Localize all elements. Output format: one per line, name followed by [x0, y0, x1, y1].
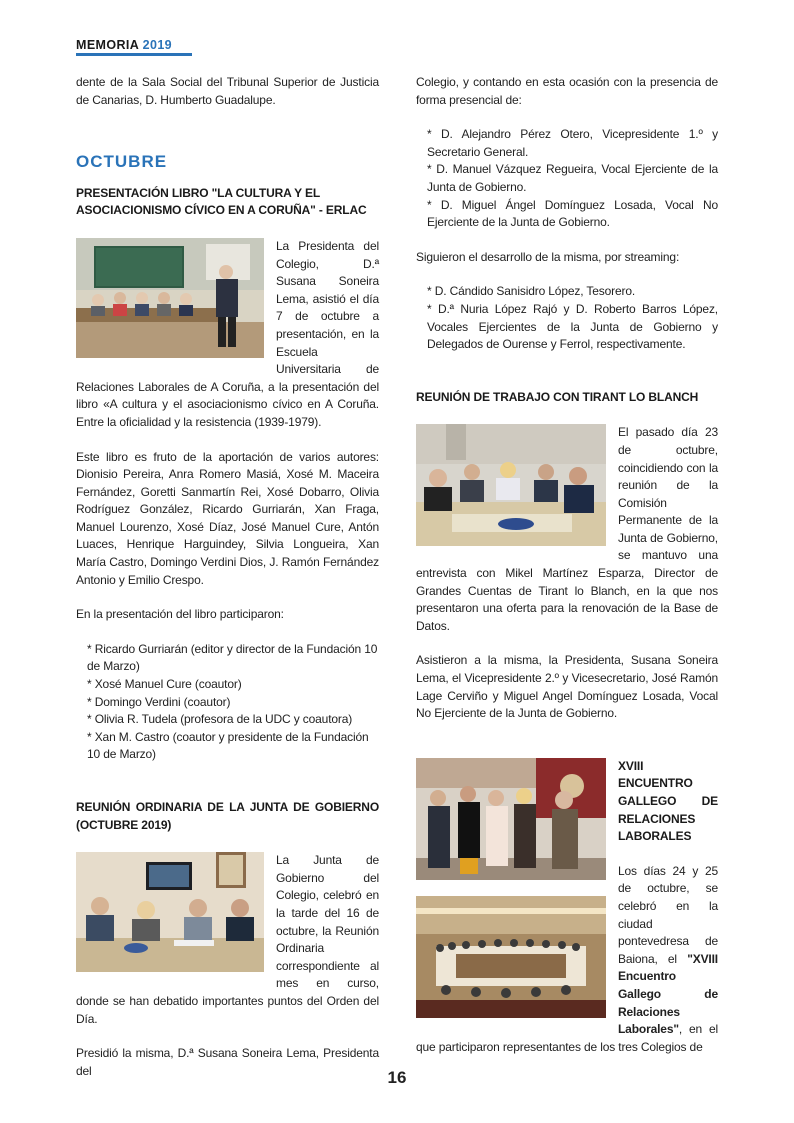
header-rule — [76, 53, 192, 56]
encuentro-photos — [416, 758, 606, 1018]
page-number: 16 — [387, 1068, 407, 1087]
left-intro-paragraph: dente de la Sala Social del Tribunal Superior de Justicia de Canarias, D. Humberto Guadalupe. — [76, 75, 379, 107]
encuentro-text-a: Los días 24 y 25 de octubre, se celebró en la ciudad pontevedresa de Baiona, el — [618, 863, 718, 966]
month-heading: OCTUBRE — [76, 152, 168, 172]
photo-junta-meeting — [76, 852, 264, 972]
participant-item: * Olivia R. Tudela (profesora de la UDC y coautora) — [87, 712, 353, 727]
participant-item: * Xan M. Castro (coautor y presidente de la Fundación 10 de Marzo) — [87, 729, 369, 762]
right-column — [416, 74, 718, 1056]
reunion-paragraph-2: Presidió la misma, D.ª Susana Soneira Lema, Presidenta del — [76, 1046, 379, 1078]
reunion-paragraph-1: La Junta de Gobierno del Colegio, celebró en la tarde del 16 de octubre, la Reunión Ordinaria correspondiente al mes en curso, donde se han debatido importantes puntos del Orden del Día. — [76, 853, 379, 1026]
right-intro-paragraph: Colegio, y contando en esta ocasión con la presencia de forma presencial de: — [416, 75, 718, 107]
photo-encuentro-group — [416, 758, 606, 880]
attendee-item: * D. Miguel Ángel Domínguez Losada, Vocal No Ejerciente de la Junta de Gobierno. — [427, 197, 718, 230]
tirant-paragraph-2: Asistieron a la misma, la Presidenta, Susana Soneira Lema, el Vicepresidente 2.º y Vicesecretario, José Ramón Lage Cerviño y Miguel Angel Domínguez Losada, Vocal No Ejerciente de la Junta de Gobierno. — [416, 653, 718, 721]
section-heading-reunion-ordinaria: REUNIÓN ORDINARIA DE LA JUNTA DE GOBIERNO (OCTUBRE 2019) — [76, 800, 379, 832]
attendees-presencial-list — [416, 126, 718, 232]
section-heading-tirant: REUNIÓN DE TRABAJO CON TIRANT LO BLANCH — [416, 389, 699, 404]
tirant-paragraph-1: El pasado día 23 de octubre, coincidiendo con la reunión de la Comisión Permanente de la Junta de Gobierno, se mantuvo una entrevista con Mikel Martínez Esparza, Director de Grandes Cuentas de Tirant lo Blanch, en la que nos presentaron una oferta para la renovación de la Base de Datos. — [416, 425, 718, 633]
streaming-paragraph: Siguieron el desarrollo de la misma, por streaming: — [416, 249, 680, 264]
page-header — [76, 38, 192, 56]
participant-item: * Ricardo Gurriarán (editor y director de la Fundación 10 de Marzo) — [87, 641, 378, 674]
section-heading-encuentro: XVIII ENCUENTRO GALLEGO DE RELACIONES LABORALES — [618, 758, 718, 844]
header-memoria: MEMORIA — [76, 38, 139, 52]
attendees-streaming-list — [416, 283, 718, 353]
photo-book-presentation — [76, 238, 264, 358]
participant-item: * Domingo Verdini (coautor) — [87, 694, 231, 709]
left-column — [76, 74, 379, 1080]
encuentro-text-b: , en el que participaron representantes de los tres Colegios de — [416, 1022, 718, 1054]
section-heading-libro: PRESENTACIÓN LIBRO "LA CULTURA Y EL ASOCIACIONISMO CÍVICO EN A CORUÑA" - ERLAC — [76, 185, 367, 218]
attendee-item: * D. Manuel Vázquez Regueira, Vocal Ejerciente de la Junta de Gobierno. — [427, 162, 718, 194]
header-year: 2019 — [142, 38, 173, 52]
photo-tirant-meeting — [416, 424, 606, 546]
libro-paragraph-1: La Presidenta del Colegio, D.ª Susana Soneira Lema, asistió el día 7 de octubre a presentación, en la Escuela Universitaria de Relaciones Laborales de A Coruña, a la presentación del libro «A cultura y el asociacionismo cívico en A Coruña. Entre la oficialidad y la resistencia (1939-1979). — [76, 238, 379, 429]
encuentro-event-name: "XVIII Encuentro Gallego de Relaciones Laborales" — [618, 951, 718, 1037]
attendee-item: * D.ª Nuria López Rajó y D. Roberto Barros López, Vocales Ejercientes de la Junta de Gobierno y Delegados de Ourense y Ferrol, respectivamente. — [427, 301, 718, 352]
participant-item: * Xosé Manuel Cure (coautor) — [87, 677, 242, 692]
libro-paragraph-participants: En la presentación del libro participaron: — [76, 607, 284, 622]
photo-encuentro-hall — [416, 896, 606, 1018]
attendee-item: * D. Alejandro Pérez Otero, Vicepresidente 1.º y Secretario General. — [427, 127, 718, 159]
participants-list — [76, 641, 379, 764]
libro-paragraph-authors: Este libro es fruto de la aportación de varios autores: Dionisio Pereira, Anra Romero Masiá, Xosé M. Maceira Fernández, Goretti Sanmartín Rei, Xosé Dobarro, Olivia Rodríguez González, Ricardo Gurriarán, Xan Fraga, Manuel Lourenzo, Xosé Díaz, José Manuel Cure, Antón Luaces, Henrique Harguindey, Silvia Longueira, Xan María Castro, Domingo Verdini Dios, J. Ramón Fernández Antonio y Emilio Crespo. — [76, 449, 379, 587]
header-title — [76, 38, 192, 52]
attendee-item: * D. Cándido Sanisidro López, Tesorero. — [427, 284, 636, 299]
